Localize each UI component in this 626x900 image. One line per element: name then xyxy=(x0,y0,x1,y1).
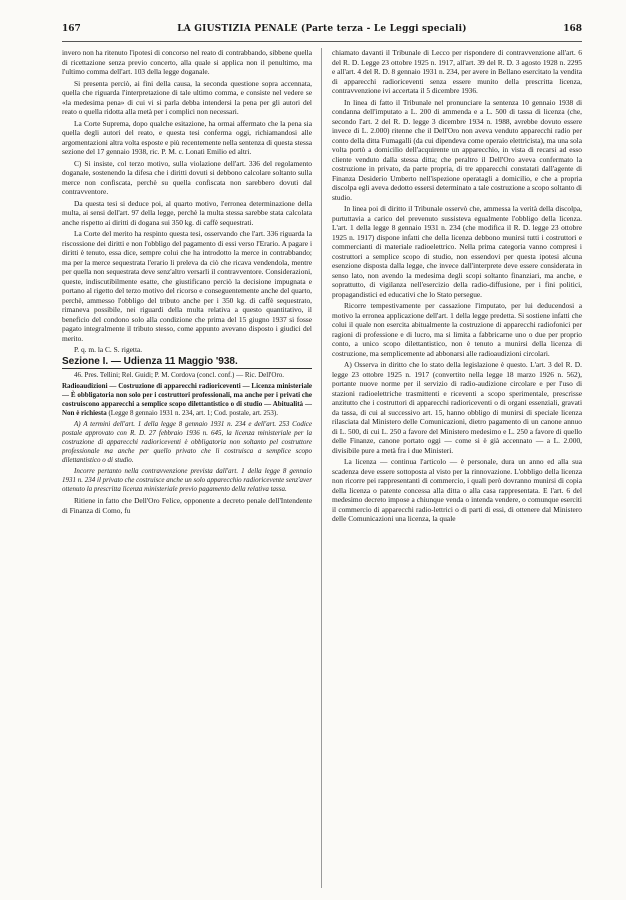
page-number-left: 167 xyxy=(62,24,81,34)
case-header: 46. Pres. Tellini; Rel. Guidi; P. M. Cordova (concl. conf.) — Ric. Dell'Oro. xyxy=(74,371,285,379)
massima-a: A) A termini dell'art. 1 della legge 8 gennaio 1931 n. 234 e dell'art. 253 Codice postale approvato con R. D. 27 febbraio 1936 n. 645, la licenza ministeriale per la costruzione di apparecchi radioriceventi è obbligatoria non soltanto pel costruttore professionale ma anche per quello privato che li costruisca a semplice scopo dilettantistico o di studio. xyxy=(62,420,312,464)
verdict: P. q. m. la C. S. rigetta. xyxy=(74,345,143,354)
paragraph: chiamato davanti il Tribunale di Lecco per rispondere di contravvenzione all'art. 6 del R. D. Legge 23 ottobre 1925 n. 1917, all'art. 39 del R. D. 3 agosto 1928 n. 2295 e all'art. 4 del R. D. 8 gennaio 1931 n. 234, per avere in Bellano esercitato la vendita di apparecchi radioriceventi senza essere munito della prescritta licenza, contravvenzione ivi accertata il 5 dicembre 1936. xyxy=(332,48,582,95)
massima-a-2: Incorre pertanto nella contravvenzione prevista dall'art. 1 della legge 8 gennaio 1931 n. 234 il privato che costruisce anche un solo apparecchio radioricevente senz'aver ottenuto la prescritta licenza ministeriale previo pagamento della relativa tassa. xyxy=(62,467,312,493)
paragraph: C) Si insiste, col terzo motivo, sulla violazione dell'art. 336 del regolamento doganale, sostenendo la difesa che i diritti dovuti si debbono calcolare soltanto sulla merce non confiscata, perchè su quella confiscata non sarebbero dovuti dal contravventore. xyxy=(62,158,312,196)
journal-title: LA GIUSTIZIA PENALE (Parte terza - Le Leggi speciali) xyxy=(177,24,467,34)
massima-references: (Legge 8 gennaio 1931 n. 234, art. 1; Cod. postale, art. 253). xyxy=(108,409,278,417)
paragraph: Da questa tesi si deduce poi, al quarto motivo, l'erronea determinazione della multa, ai sensi dell'art. 97 della legge, perchè la multa stessa sarebbe stata calcolata anche rispetto ai diritti di dogana sui 350 kg. di caffè sequestrati. xyxy=(62,198,312,227)
paragraph: A) Osserva in diritto che lo stato della legislazione è questo. L'art. 3 del R. D. legge 23 ottobre 1925 n. 1917 (convertito nella legge 18 marzo 1926 n. 562), portante nuove norme per il servizio di radio-audizione circolare e per l'uso di stazioni radioelettriche trasmittenti e riceventi a scopo sperimentale, prescrisse anzitutto che i costruttori di apparecchi radioriceventi o di organi essenziali, gravati da tassa, di cui al successivo art. 15, hanno obbligo di munirsi di speciale licenza rilasciata dal Ministero delle Comunicazioni, dietro pagamento di un canone annuo di L. 500, di cui L. 250 a favore del Ministero medesimo e L. 250 a favore di quello delle Finanze, canone portato oggi — come si è già accennato — a L. 2.000, divisibile pure a metà fra i due Ministeri. xyxy=(332,360,582,455)
section-heading: Sezione I. — Udienza 11 Maggio '938. xyxy=(62,357,312,370)
paragraph: Ricorre tempestivamente per cassazione l'imputato, per lui deducendosi a motivo la erronea applicazione dell'art. 1 della legge predetta. Si sostiene infatti che colui il quale non esercita abitualmente la costruzione di apparecchi radiofonici per ragioni di professione e di lucro, ma si limita a fabbricarne uno o due per proprio conto, a unico scopo dilettantistico, non è tenuto a munirsi della licenza di costruzione, ma semplicemente ad abbonarsi alle radioaudizioni circolari. xyxy=(332,301,582,358)
right-column xyxy=(332,48,582,888)
paragraph: In linea poi di diritto il Tribunale osservò che, ammessa la verità della discolpa, purtuttavia a carico del prevenuto sussisteva egualmente l'obbligo della licenza. L'art. 1 della legge 8 gennaio 1931 n. 234 (che modifica il R. D. legge 23 ottobre 1925 n. 1917) dispone infatti che della licenza debbono munirsi tutti i costruttori e commercianti di materiale radioelettrico. Nella prima categoria vanno compresi i costruttori a semplice scopo di studio, non essendovi per questa ipotesi alcuna esenzione disposta dalla legge, che invece dall'interprete deve essere considerata in senso lato, non avendo la medesima degli scopi soltanto finanziari, ma anche, e soprattutto, di vigilanza nell'esercizio della radio-diffusione, per i fini politici, propagandistici ed educativi che lo Stato persegue. xyxy=(332,204,582,299)
paragraph: La Corte Suprema, dopo qualche esitazione, ha ormai affermato che la pena sia quella degli autori del reato, e questa tesi conferma oggi, richiamandosi alle argomentazioni altra volta esposte e più recentemente nella sentenza di questa stessa sezione del 17 gennaio 1938, ric. P. M. c. Lonati Emilio ed altri. xyxy=(62,118,312,156)
paragraph: Ritiene in fatto che Dell'Oro Felice, opponente a decreto penale dell'Intendente di Finanza di Como, fu xyxy=(62,496,312,515)
paragraph: La licenza — continua l'articolo — è personale, dura un anno ed alla sua scadenza deve essere sottoposta al visto per la rinnovazione. L'obbligo della licenza non ricorre pei rappresentanti di commercio, i quali però dovranno munirsi di copia della licenza o patente concessa alla ditta o alla casa rappresentata. E l'art. 6 del medesimo decreto impose a chiunque venda o intenda vendere, o comunque eserciti il commercio di apparecchi radio-lettrici o di parti di essi, di ottenere dal Ministero delle Comunicazioni una licenza, la quale xyxy=(332,457,582,523)
massima-keywords: Radioaudizioni — Costruzione di apparecchi radioriceventi — Licenza ministeriale — È obbligatoria non solo per i costruttori professionali, ma anche per i privati che costruiscono apparecchi a semplice scopo dilettantistico o di studio — Abituali​tà — Non è richiesta xyxy=(62,382,312,417)
massima-heading xyxy=(62,382,312,418)
column-divider xyxy=(321,48,322,888)
page-header xyxy=(62,24,582,40)
paragraph: invero non ha ritenuto l'ipotesi di concorso nel reato di contrabbando, sibbene quella di ricettazione senza previo concerto, alla quale si applica non il penultimo, ma l'ultimo comma dell'art. 103 della legge doganale. xyxy=(62,48,312,76)
left-column xyxy=(62,48,312,888)
paragraph: La Corte del merito ha respinto questa tesi, osservando che l'art. 336 riguarda la riscossione dei diritti e non l'obbligo del pagamento di essi verso l'Erario. A pagare i diritti è tenuto, essa dice, sempre colui che ha introdotto la merce in contrabbando; ma per la merce sequestrata l'erario li preleva da ciò che ricava vendendola, mentre per quella non sequestrata deve senz'altro versarli il contravventore. Considerazioni, queste, indiscutibilmente esatte, che giustificano perciò la decisione impugnata e portano al rigetto del terzo motivo del ricorso e conseguentemente anche del quarto, perchè, ammesso l'obbligo del tributo anche per i 350 kg. di caffè sequestrato, rimaneva possibile, nei riguardi della multa relativa a questo quantitativo, il beneficio del condono solo alla condizione che prima del 15 giugno 1937 si fosse pagato integralmente il tributo stesso, come appunto avevano disposto i giudici del merito. xyxy=(62,229,312,343)
page-number-right: 168 xyxy=(563,24,582,34)
paragraph: In linea di fatto il Tribunale nel pronunciare la sentenza 10 gennaio 1938 di condanna dell'imputato a L. 200 di ammenda e a L. 500 di tassa di licenza (che, secondo l'art. 2 del R. D. legge 3 dicembre 1934 n. 1988, avrebbe dovuto essere invece di L. 2.000) ritenne che il Dell'Oro non aveva venduto apparecchi radio per conto della ditta Fumagalli (da cui dipendeva come operaio elettricista), ma una sola volta portò a domicilio dell'acquirente un apparecchio, in vista di recarsi ad esso cliente venduto dalla stessa ditta; che peraltro il Dell'Oro aveva confermato la costruzione in privato, da parte propria, di tre apparecchi constatati dall'agente di Finanza Desiderio Umberto nell'ispezione operatagli a domicilio, e che a propria discolpa egli aveva dedotto essersi determinato a tale costruzione a scopo soltanto di studio. xyxy=(332,97,582,202)
header-rule xyxy=(62,41,582,42)
paragraph: Si presenta perciò, ai fini della causa, la seconda questione sopra accennata, quella che riguarda l'interpretazione di tale ultimo comma, e consiste nel vedere se «la medesima pena» di cui vi si parla debba intendersi la pena per gli autori del reato o quella ridotta alla metà per i complici non necessari. xyxy=(62,78,312,116)
